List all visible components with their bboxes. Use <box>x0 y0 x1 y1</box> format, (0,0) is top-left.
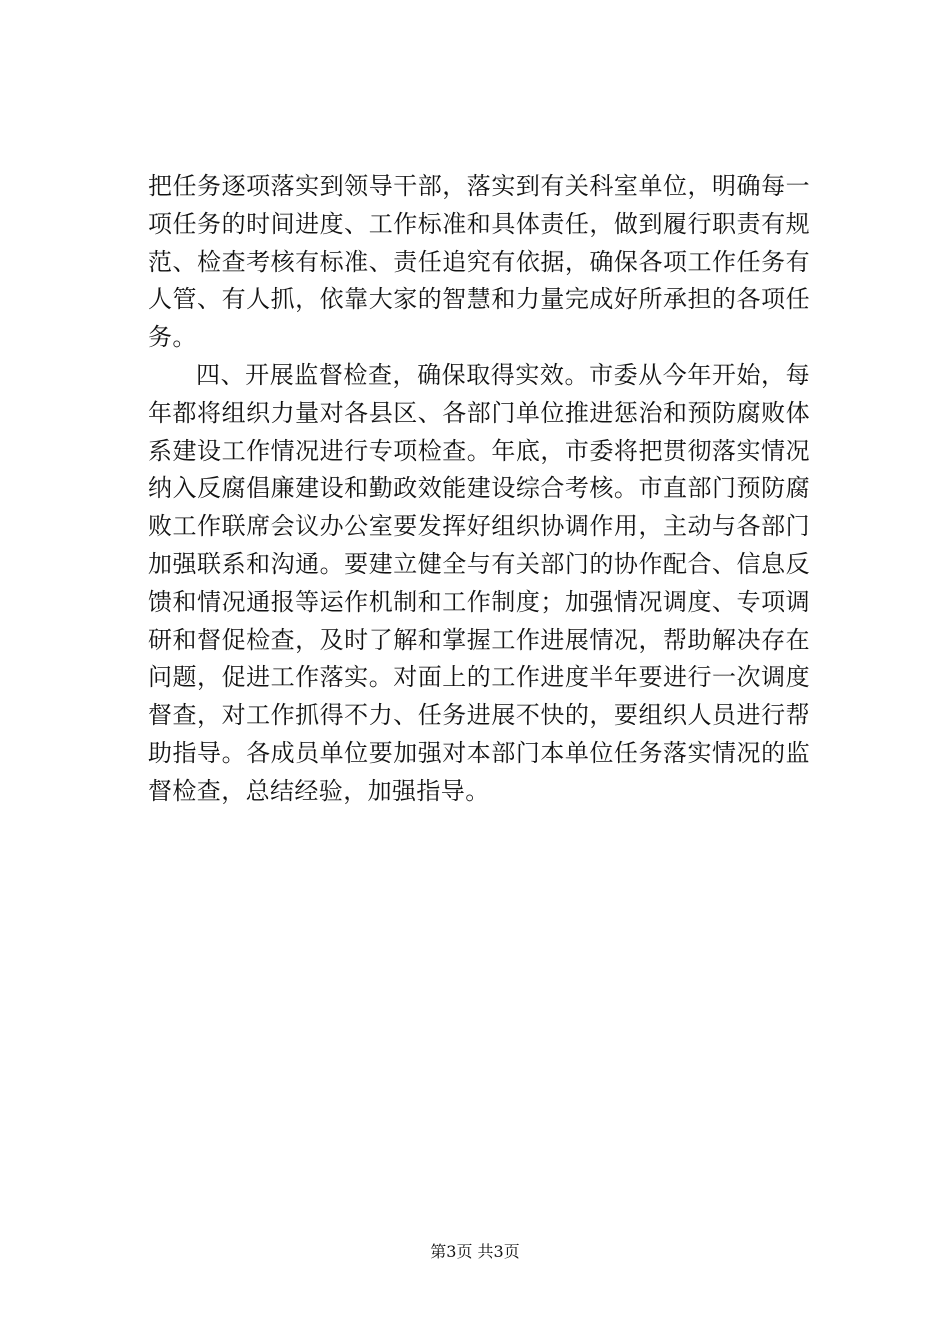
paragraph-section-4: 四、开展监督检查，确保取得实效。市委从今年开始，每年都将组织力量对各县区、各部门单位推进惩治和预防腐败体系建设工作情况进行专项检查。年底，市委将把贯彻落实情况纳入反腐倡廉建设和勤政效能建设综合考核。市直部门预防腐败工作联席会议办公室要发挥好组织协调作用，主动与各部门加强联系和沟通。要建立健全与有关部门的协作配合、信息反馈和情况通报等运作机制和工作制度；加强情况调度、专项调研和督促检查，及时了解和掌握工作进展情况，帮助解决存在问题，促进工作落实。对面上的工作进度半年要进行一次调度督查，对工作抓得不力、任务进展不快的，要组织人员进行帮助指导。各成员单位要加强对本部门本单位任务落实情况的监督检查，总结经验，加强指导。 <box>148 360 810 805</box>
body-text <box>148 168 810 811</box>
paragraph-continued: 把任务逐项落实到领导干部，落实到有关科室单位，明确每一项任务的时间进度、工作标准和具体责任，做到履行职责有规范、检查考核有标准、责任追究有依据，确保各项工作任务有人管、有人抓，依靠大家的智慧和力量完成好所承担的各项任务。 <box>148 172 810 352</box>
page-footer <box>0 1242 950 1262</box>
page-number-label: 第3页 共3页 <box>430 1242 520 1261</box>
